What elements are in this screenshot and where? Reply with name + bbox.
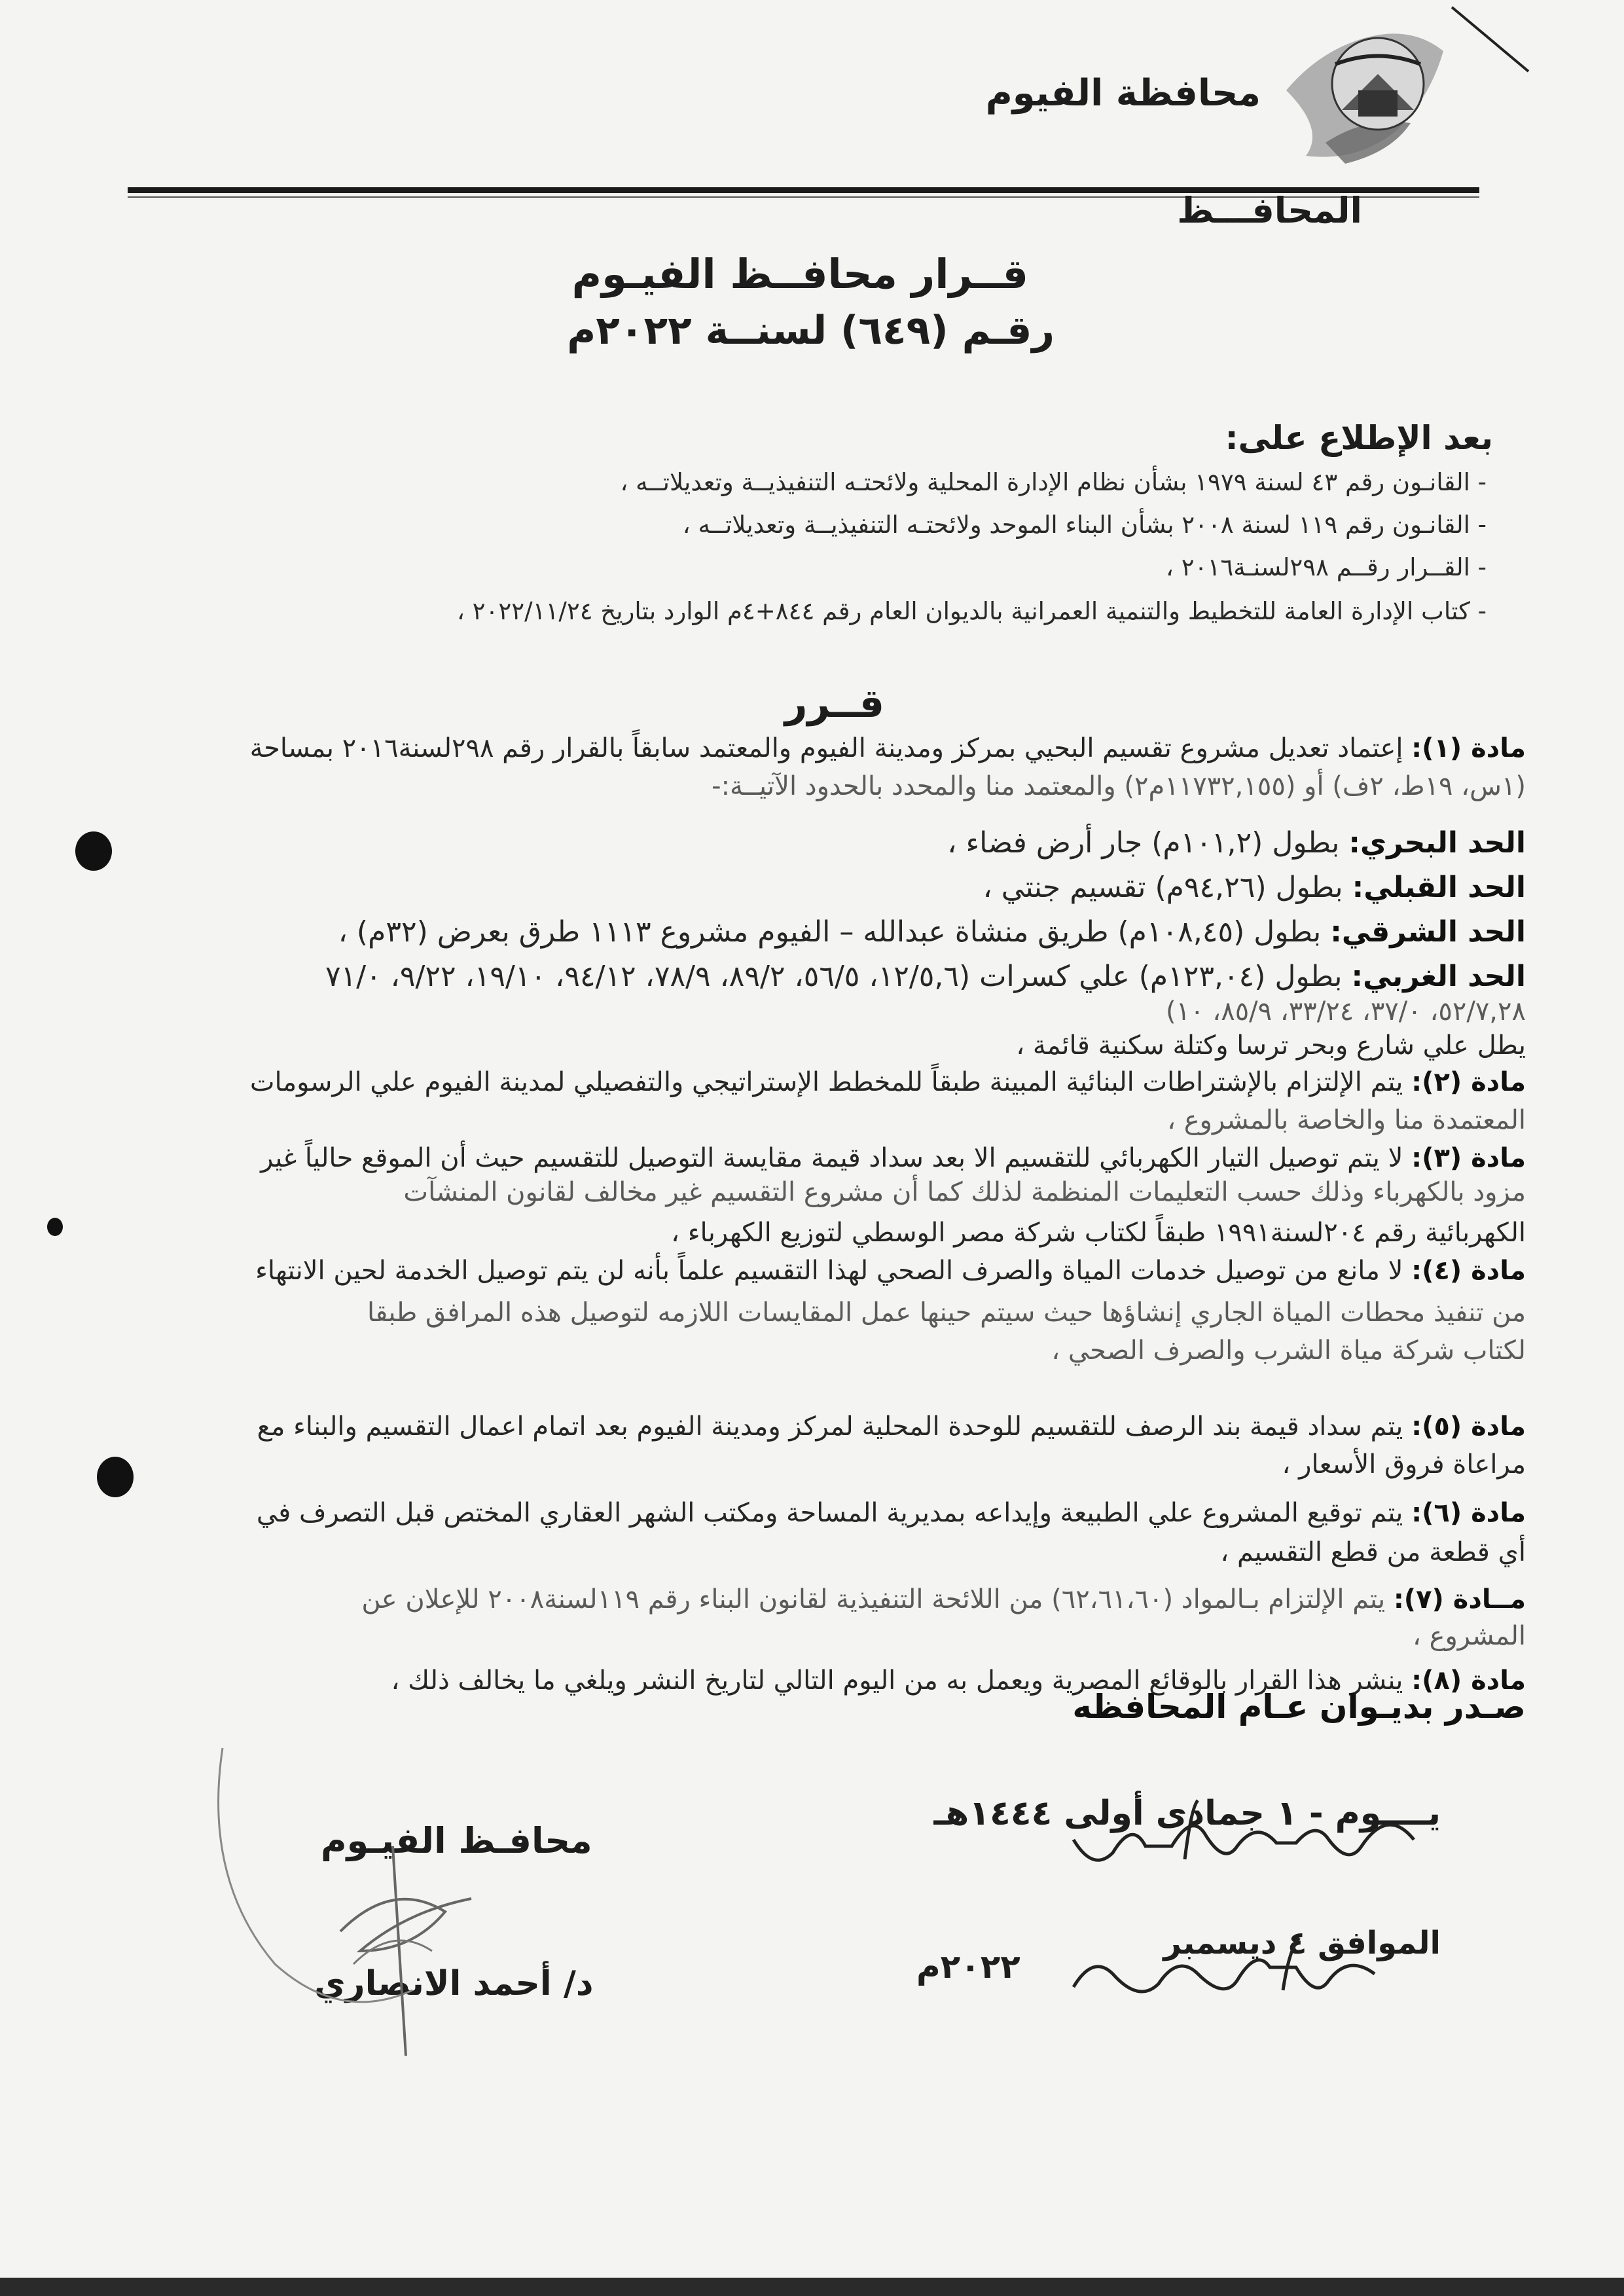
article-label: مــادة (٧): (1393, 1584, 1526, 1614)
punch-hole (47, 1218, 63, 1236)
boundary-south (983, 871, 1526, 904)
article-label: مادة (٥): (1411, 1412, 1526, 1442)
boundary-text: بطول (١٢٣,٠٤م) علي كسرات (١٢/٥,٦، ٥٦/٥، ٨٩/٢، ٧٨/٩، ٩٤/١٢، ١٩/١٠، ٩/٢٢، ٧١/٠ (325, 960, 1343, 993)
article-2-line-1 (250, 1067, 1526, 1097)
article-1-line-2: (١س، ١٩ط، ٢ف) أو (١١٧٣٢,١٥٥م٢) والمعتمد منا والمحدد بالحدود الآتيــة:- (712, 771, 1526, 801)
article-2-line-2: المعتمدة منا والخاصة بالمشروع ، (1167, 1105, 1526, 1135)
article-4-line-1 (255, 1256, 1526, 1286)
article-label: مادة (٨): (1411, 1666, 1526, 1696)
office-label: المحافـــظ (1177, 190, 1362, 231)
boundary-west-line-3: يطل علي شارع وبحر ترسا وكتلة سكنية قائمة ، (1016, 1030, 1526, 1061)
issued-at-line: صـدر بديـوان عـام المحافظه (1072, 1688, 1526, 1726)
boundary-text: بطول (١٠١,٢م) جار أرض فضاء ، (947, 826, 1340, 860)
article-text: لا مانع من توصيل خدمات المياة والصرف الصحي لهذا التقسيم علماً بأنه لن يتم توصيل الخدمة لحين الانتهاء (255, 1256, 1403, 1286)
boundary-north (947, 826, 1526, 860)
gregorian-date-label: الموافق ٤ ديسمبر (1163, 1925, 1441, 1961)
decree-number: رقـم (٦٤٩) لسنــة ٢٠٢٢م (567, 308, 1055, 354)
article-6-line-1 (257, 1498, 1526, 1528)
article-label: مادة (٢): (1411, 1067, 1526, 1097)
article-7-line-1 (361, 1584, 1526, 1614)
article-3-line-3: الكهربائية رقم ٢٠٤لسنة١٩٩١ طبقاً لكتاب شركة مصر الوسطي لتوزيع الكهرباء ، (671, 1218, 1526, 1248)
preamble-reference-3: - القــرار رقــم ٢٩٨لسنـة٢٠١٦ ، (1166, 553, 1487, 581)
article-text: يتم الإلتزام بـالمواد (٦٢،٦١،٦٠) من اللائحة التنفيذية لقانون البناء رقم ١١٩لسنة٢٠٠٨ للإعلان عن (361, 1584, 1386, 1614)
handwritten-gregorian-date (1067, 1928, 1381, 2013)
boundary-label: الحد القبلي: (1352, 871, 1526, 904)
handwritten-hijri-date (1021, 1794, 1427, 1879)
article-label: مادة (٤): (1411, 1256, 1526, 1286)
boundary-west (325, 960, 1526, 993)
boundary-west-line-2: ٥٢/٧,٢٨، ٣٧/٠، ٣٣/٢٤، ٨٥/٩، ١٠) (1166, 996, 1526, 1027)
article-1-line-1 (250, 733, 1526, 763)
punch-hole (75, 831, 112, 871)
article-3-line-2: مزود بالكهرباء وذلك حسب التعليمات المنظمة لذلك كما أن مشروع التقسيم غير مخالف لقانون المنشآت (403, 1177, 1526, 1207)
signatory-title: محافـظ الفيـوم (321, 1820, 592, 1861)
corner-slash-mark (1447, 3, 1532, 75)
article-text: يتم سداد قيمة بند الرصف للتقسيم للوحدة المحلية لمركز ومدينة الفيوم بعد اتمام اعمال التقسيم والبناء مع (257, 1412, 1403, 1442)
article-text: إعتماد تعديل مشروع تقسيم البحيي بمركز ومدينة الفيوم والمعتمد سابقاً بالقرار رقم ٢٩٨لسنة٢٠١٦ بمساحة (249, 733, 1403, 763)
boundary-label: الحد البحري: (1348, 826, 1526, 860)
article-7-line-2: المشروع ، (1413, 1621, 1526, 1651)
punch-hole (97, 1457, 134, 1497)
decree-title: قــرار محافــظ الفيـوم (571, 250, 1028, 298)
scan-edge (0, 2278, 1624, 2296)
article-label: مادة (٦): (1411, 1498, 1526, 1528)
decided-heading: قــرر (784, 681, 884, 727)
article-5-line-2: مراعاة فروق الأسعار ، (1282, 1449, 1526, 1480)
gregorian-year: ٢٠٢٢م (916, 1948, 1020, 1986)
preamble-reference-4: - كتاب الإدارة العامة للتخطيط والتنمية العمرانية بالديوان العام رقم ٨٤٤+٤م الوارد بتاريخ ٢٠٢٢/١١/٢٤ ، (456, 597, 1487, 625)
governor-signature (196, 1715, 655, 2075)
boundary-text: بطول (٩٤,٢٦م) تقسيم جنتي ، (983, 871, 1343, 904)
article-label: مادة (١): (1411, 733, 1526, 763)
article-text: يتم الإلتزام بالإشتراطات البنائية المبينة طبقاً للمخطط الإستراتيجي والتفصيلي لمدينة الفيوم علي الرسومات (249, 1067, 1403, 1097)
article-5-line-1 (257, 1412, 1526, 1442)
preamble-reference-2: - القانـون رقم ١١٩ لسنة ٢٠٠٨ بشأن البناء الموحد ولائحتـه التنفيذيــة وتعديلاتــه ، (682, 511, 1487, 539)
hijri-date-line: يــــوم - ١ جمادى أولى ١٤٤٤هـ (933, 1794, 1441, 1833)
article-4-line-3: لكتاب شركة مياة الشرب والصرف الصحي ، (1051, 1336, 1526, 1366)
article-text: يتم توقيع المشروع علي الطبيعة وإيداعه بمديرية المساحة ومكتب الشهر العقاري المختص قبل التصرف في (256, 1498, 1403, 1528)
article-label: مادة (٣): (1411, 1143, 1526, 1173)
signatory-name: د/ أحمد الانصاري (314, 1964, 594, 2003)
fayoum-governorate-logo (1280, 12, 1453, 169)
article-6-line-2: أي قطعة من قطع التقسيم ، (1220, 1537, 1526, 1567)
boundary-text: بطول (١٠٨,٤٥م) طريق منشاة عبدالله – الفيوم مشروع ١١١٣ طرق بعرض (٣٢م) ، (338, 915, 1322, 949)
article-3-line-1 (261, 1143, 1526, 1173)
governorate-name-header: محافظة الفيوم (985, 72, 1261, 115)
boundary-label: الحد الغربي: (1351, 960, 1526, 993)
preamble-reference-1: - القانـون رقم ٤٣ لسنة ١٩٧٩ بشأن نظام الإدارة المحلية ولائحتـه التنفيذيــة وتعديلاتــه ، (620, 468, 1487, 496)
boundary-east (338, 915, 1526, 949)
article-text: ينشر هذا القرار بالوقائع المصرية ويعمل به من اليوم التالي لتاريخ النشر ويلغي ما يخالف ذلك ، (391, 1666, 1403, 1696)
article-text: لا يتم توصيل التيار الكهربائي للتقسيم الا بعد سداد قيمة مقايسة التوصيل للتقسيم حيث أن الموقع حالياً غير (261, 1143, 1403, 1173)
article-4-line-2: من تنفيذ محطات المياة الجاري إنشاؤها حيث سيتم حينها عمل المقايسات اللازمه لتوصيل هذه المرافق طبقا (367, 1298, 1526, 1328)
after-review-heading: بعد الإطلاع على: (1225, 419, 1493, 457)
boundary-label: الحد الشرقي: (1330, 915, 1526, 949)
